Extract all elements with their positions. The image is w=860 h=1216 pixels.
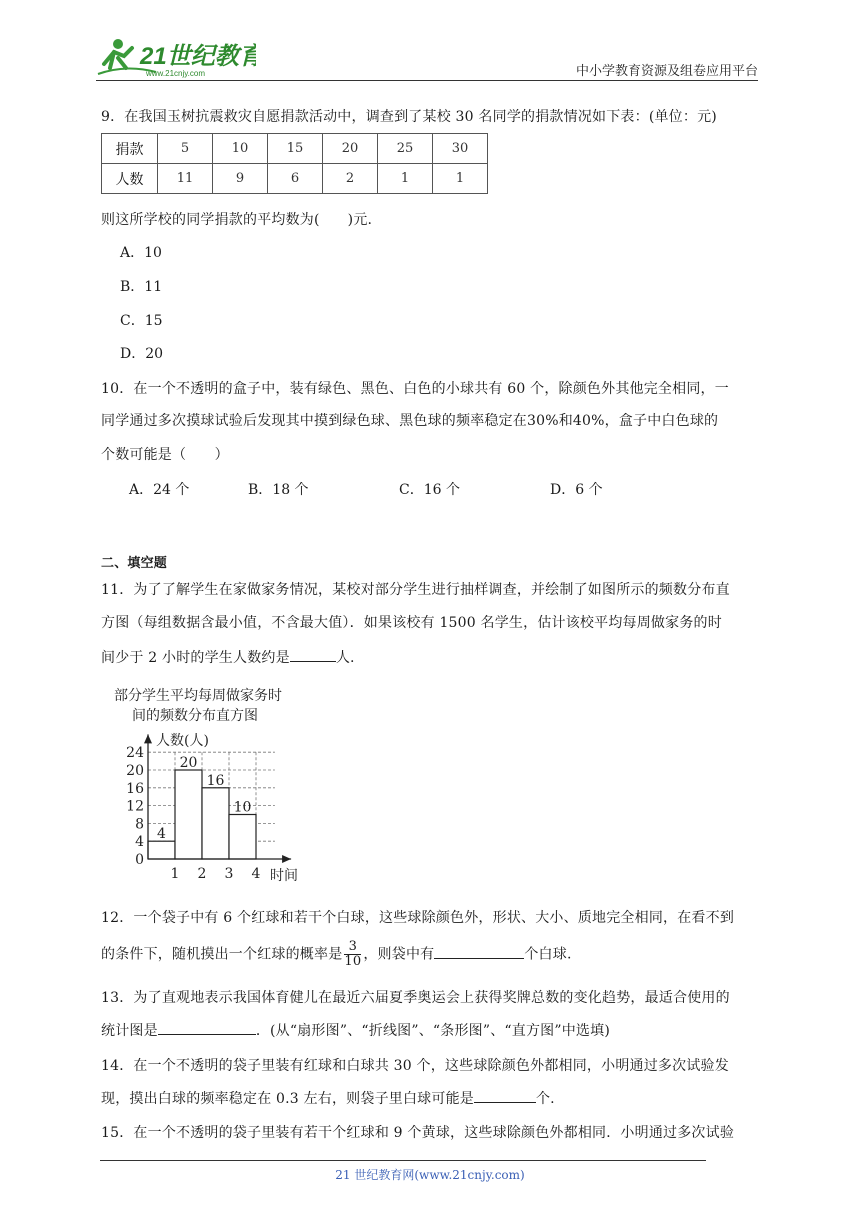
chart-y-axis-label: 人数(人) [156, 733, 209, 749]
histogram-bar [202, 788, 229, 859]
q12-line-2-mid: ，则袋中有 [363, 946, 435, 963]
probability-fraction [344, 940, 361, 969]
answer-blank [290, 647, 336, 662]
q9-donation-table [101, 133, 488, 194]
histogram-bar [175, 770, 202, 859]
table-cell: 25 [378, 134, 433, 164]
q12-line-2-after: 个白球. [524, 946, 572, 963]
table-cell: 5 [158, 134, 213, 164]
q13-line-1: 13．为了直观地表示我国体育健儿在最近六届夏季奥运会上获得奖牌总数的变化趋势，最适合使用的 [101, 990, 730, 1006]
table-cell: 2 [323, 164, 378, 194]
header-platform-text: 中小学教育资源及组卷应用平台 [575, 64, 758, 79]
logo-text: 21世纪教育 [140, 43, 256, 70]
q9-ask [101, 209, 372, 229]
table-cell: 1 [378, 164, 433, 194]
q10-option-b: B．18 个 [248, 482, 309, 498]
y-tick-label: 4 [135, 834, 144, 851]
y-tick-label: 8 [135, 816, 144, 833]
q11-line-3 [101, 647, 355, 667]
x-tick-label: 2 [197, 866, 207, 882]
table-row [102, 164, 488, 194]
site-logo [96, 34, 256, 80]
q13-line-2-after: ．(从“扇形图”、“折线图”、“条形图”、“直方图”中选填) [255, 1023, 610, 1039]
table-cell: 9 [213, 164, 268, 194]
runner-logo-icon [96, 34, 256, 80]
y-tick-label: 0 [135, 852, 144, 868]
q10-line-3: 个数可能是（ ） [101, 447, 229, 463]
header-divider [96, 80, 758, 81]
frequency-histogram [110, 682, 310, 888]
q9-option-c: C．15 [120, 313, 163, 329]
x-tick-label: 4 [251, 866, 261, 882]
answer-blank [158, 1020, 256, 1035]
x-axis-arrow-icon [282, 855, 291, 863]
bar-value-label: 20 [179, 755, 198, 771]
table-cell: 6 [268, 164, 323, 194]
histogram-bar [148, 841, 175, 859]
q11-line-1: 11．为了了解学生在家做家务情况，某校对部分学生进行抽样调查，并绘制了如图所示的频数分布直 [101, 582, 730, 598]
chart-title-line-2: 间的频数分布直方图 [132, 708, 258, 724]
q14-line-2-after: 个. [535, 1091, 555, 1107]
chart-title-line-1: 部分学生平均每周做家务时 [114, 688, 282, 704]
table-cell: 15 [268, 134, 323, 164]
q14-line-2-before: 现，摸出白球的频率稳定在 0.3 左右，则袋子里白球可能是 [101, 1091, 474, 1107]
answer-blank [434, 944, 524, 959]
q13-line-2 [101, 1020, 610, 1040]
q10-option-c: C．16 个 [399, 482, 460, 498]
q15-line-1: 15．在一个不透明的袋子里装有若干个红球和 9 个黄球，这些球除颜色外都相同．小明通过多次试验 [101, 1125, 735, 1141]
q12-line-1: 12．一个袋子中有 6 个红球和若干个白球，这些球除颜色外，形状、大小、质地完全相同，在看不到 [101, 910, 735, 926]
chart-x-axis-label: 时间 [270, 868, 298, 884]
footer-text: 21 世纪教育网(www.21cnjy.com) [335, 1168, 525, 1182]
table-cell: 30 [433, 134, 488, 164]
table-cell: 1 [433, 164, 488, 194]
q13-line-2-before: 统计图是 [101, 1023, 158, 1039]
table-row-header: 人数 [102, 164, 158, 194]
y-tick-label: 24 [126, 745, 144, 762]
answer-blank [474, 1088, 536, 1103]
q9-option-b: B．11 [120, 279, 163, 295]
histogram-bar [229, 815, 256, 860]
x-tick-label: 3 [224, 866, 234, 882]
fraction-numerator: 3 [344, 940, 361, 955]
q14-line-1: 14．在一个不透明的袋子里装有红球和白球共 30 个，这些球除颜色外都相同，小明通过多次试验发 [101, 1058, 729, 1074]
table-cell: 10 [213, 134, 268, 164]
q10-option-d: D．6 个 [550, 482, 603, 498]
q12-line-2 [101, 940, 572, 969]
q9-ask-after: )元. [347, 212, 373, 228]
logo-url: www.21cnjy.com [146, 69, 205, 78]
q9-option-a: A．10 [120, 245, 162, 261]
y-tick-label: 16 [126, 780, 144, 797]
fraction-denominator: 10 [344, 954, 362, 969]
table-row [102, 134, 488, 164]
table-cell: 11 [158, 164, 213, 194]
q11-line-2: 方图（每组数据含最小值，不含最大值）．如果该校有 1500 名学生，估计该校平均每周做家务的时 [101, 615, 722, 631]
bar-value-label: 16 [206, 772, 225, 789]
q9-option-d: D．20 [120, 346, 164, 362]
bar-value-label: 10 [233, 799, 252, 816]
q9-stem: 9．在我国玉树抗震救灾自愿捐款活动中，调查到了某校 30 名同学的捐款情况如下表：(单位：元) [101, 109, 717, 125]
bar-value-label: 4 [157, 826, 166, 843]
table-row-header: 捐款 [102, 134, 158, 164]
q12-line-2-before: 的条件下，随机摸出一个红球的概率是 [101, 946, 343, 963]
y-axis-arrow-icon [144, 734, 152, 743]
q14-line-2 [101, 1088, 555, 1108]
q9-ask-before: 则这所学校的同学捐款的平均数为( [101, 212, 320, 228]
y-tick-label: 20 [126, 763, 144, 779]
section-title-fill-in: 二、填空题 [101, 556, 168, 571]
x-tick-label: 1 [170, 866, 180, 882]
q11-line-3-before: 间少于 2 小时的学生人数约是 [101, 650, 290, 666]
q10-line-1: 10．在一个不透明的盒子中，装有绿色、黑色、白色的小球共有 60 个，除颜色外其他完全相同，一 [101, 381, 729, 397]
q11-line-3-after: 人. [335, 650, 355, 666]
table-cell: 20 [323, 134, 378, 164]
footer-divider [100, 1160, 706, 1161]
q10-line-2: 同学通过多次摸球试验后发现其中摸到绿色球、黑色球的频率稳定在30%和40%，盒子中白色球的 [101, 413, 719, 429]
y-tick-label: 12 [126, 798, 144, 815]
q10-option-a: A．24 个 [129, 482, 190, 498]
